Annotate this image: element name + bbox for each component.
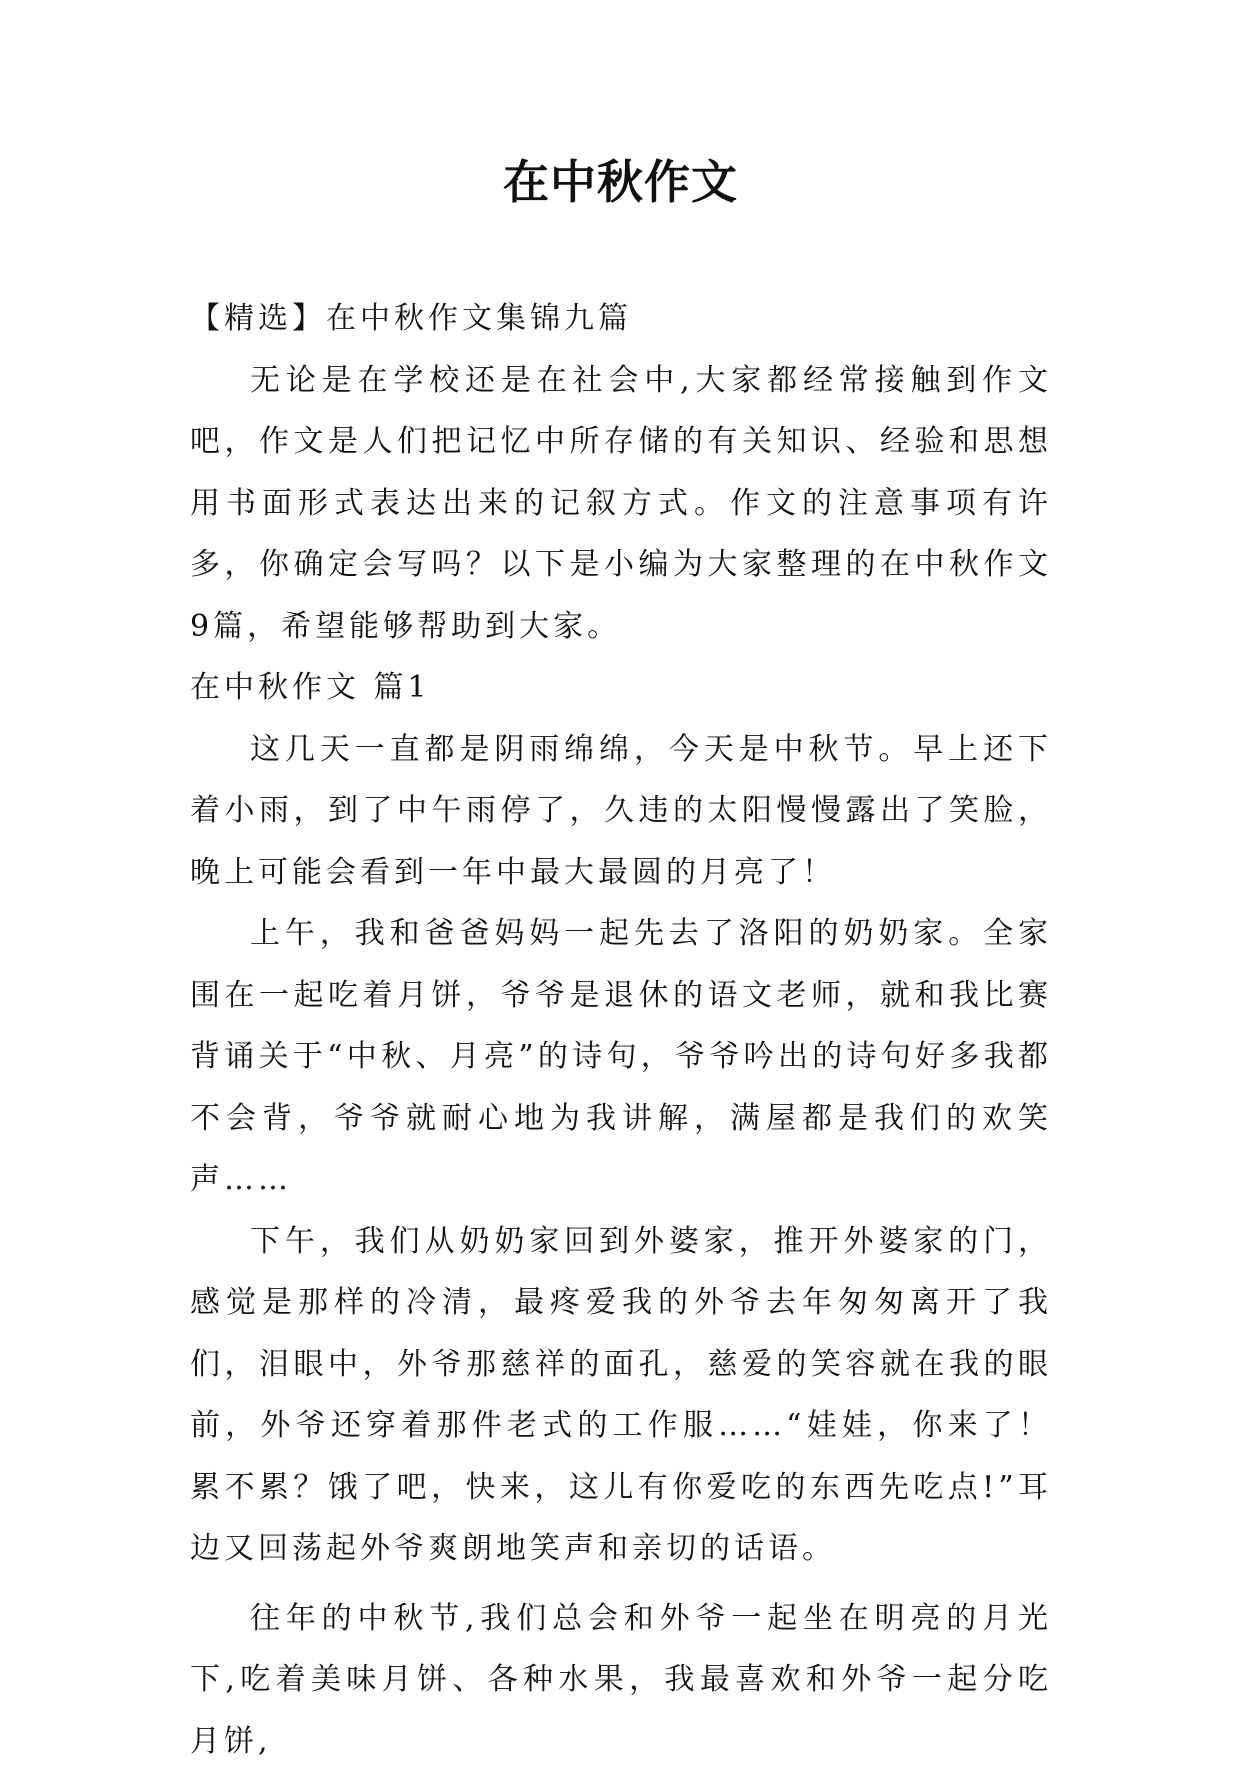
body-paragraph: 下午，我们从奶奶家回到外婆家，推开外婆家的门，感觉是那样的冷清，最疼爱我的外爷去年匆匆离开了我们，泪眼中，外爷那慈祥的面孔，慈爱的笑容就在我的眼前，外爷还穿着那件老式的工作服……“娃娃，你来了！累不累？饿了吧，快来，这儿有你爱吃的东西先吃点!”耳边又回荡起外爷爽朗地笑声和亲切的话语。 <box>190 1211 1052 1580</box>
body-paragraph: 这几天一直都是阴雨绵绵，今天是中秋节。早上还下着小雨，到了中午雨停了，久违的太阳慢慢露出了笑脸，晚上可能会看到一年中最大最圆的月亮了！ <box>190 719 1052 904</box>
document-title: 在中秋作文 <box>0 152 1241 212</box>
intro-paragraph: 无论是在学校还是在社会中,大家都经常接触到作文吧，作文是人们把记忆中所存储的有关知识、经验和思想用书面形式表达出来的记叙方式。作文的注意事项有许多，你确定会写吗？以下是小编为大家整理的在中秋作文9篇，希望能够帮助到大家。 <box>190 350 1052 658</box>
body-paragraph: 上午，我和爸爸妈妈一起先去了洛阳的奶奶家。全家围在一起吃着月饼，爷爷是退休的语文老师，就和我比赛背诵关于“中秋、月亮”的诗句，爷爷吟出的诗句好多我都不会背，爷爷就耐心地为我讲解，满屋都是我们的欢笑声…… <box>190 903 1052 1211</box>
body-paragraph: 往年的中秋节,我们总会和外爷一起坐在明亮的月光下,吃着美味月饼、各种水果，我最喜欢和外爷一起分吃月饼, <box>190 1588 1052 1772</box>
section-heading: 在中秋作文 篇1 <box>190 657 1052 719</box>
document-body <box>190 288 1052 1772</box>
document-subtitle: 【精选】在中秋作文集锦九篇 <box>190 288 1052 350</box>
